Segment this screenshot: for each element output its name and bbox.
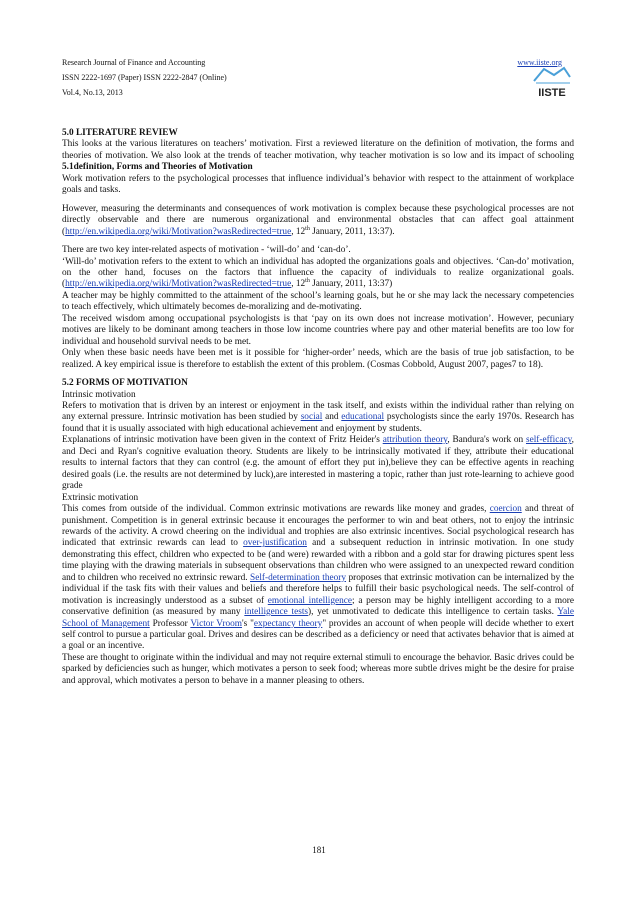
paragraph-will-do: ‘Will-do’ motivation refers to the extent to which an individual has adopted the organizations goals and objectives. ‘Can-do’ motivation, on the other hand, focuses on the factors that influence the capacity of individuals to realize organizational goals. (http://en.wikipedia.org/wiki/Motivation?wasRedirected=true, 12th January, 2011, 13:37) bbox=[62, 256, 574, 290]
link-yale-school[interactable]: Yale School of Management bbox=[62, 607, 575, 629]
subsection-heading: 5.1definition, Forms and Theories of Motivation bbox=[62, 162, 253, 173]
wikipedia-link[interactable]: http://en.wikipedia.org/wiki/Motivation?wasRedirected=true bbox=[65, 226, 292, 237]
iiste-logo bbox=[530, 65, 574, 99]
running-header bbox=[62, 55, 574, 100]
paragraph-teacher-commitment: A teacher may be highly committed to the attainment of the school’s learning goals, but he or she may lack the necessary competencies to teach effectively, which ultimately becomes de-moralizing and de-motivating. bbox=[62, 290, 574, 313]
wikipedia-link[interactable]: http://en.wikipedia.org/wiki/Motivation?wasRedirected=true bbox=[65, 279, 292, 290]
paragraph-intro: This looks at the various literatures on teachers’ motivation. First a reviewed literature on the definition of motivation, the forms and theories of motivation. We also look at the trends of teacher motivation, why teacher motivation is so low and its impact of schooling 5.1definition, Forms and Theories of Motivation bbox=[62, 139, 574, 173]
section-heading-forms: 5.2 FORMS OF MOTIVATION bbox=[62, 378, 188, 389]
journal-url-link[interactable]: www.iiste.org bbox=[517, 58, 562, 67]
link-victor-vroom[interactable]: Victor Vroom bbox=[190, 618, 242, 629]
link-social[interactable]: social bbox=[300, 412, 323, 423]
article-body bbox=[62, 128, 574, 687]
link-attribution-theory[interactable]: attribution theory bbox=[382, 435, 448, 446]
issn-line: ISSN 2222-1697 (Paper) ISSN 2222-2847 (Online) bbox=[62, 73, 227, 82]
paragraph-two-aspects: There are two key inter-related aspects of motivation - ‘will-do’ and ‘can-do’. bbox=[62, 245, 351, 256]
label-extrinsic: Extrinsic motivation bbox=[62, 492, 139, 503]
volume-line: Vol.4, No.13, 2013 bbox=[62, 88, 123, 97]
paragraph-basic-needs: Only when these basic needs have been met is it possible for ‘higher-order’ needs, which are the basis of true job satisfaction, to be realized. A key empirical issue is therefore to establish the extent of this problem. (Cosmas Cobbold, August 2007, pages7 to 18). bbox=[62, 348, 574, 370]
paragraph-drives: These are thought to originate within the individual and may not require external stimuli to encourage the behavior. Basic drives could be sparked by deficiencies such as hunger, which motivates a person to seek food; whereas more subtle drives might be the desire for praise and approval, which motivates a person to behave in a manner pleasing to others. bbox=[62, 652, 574, 686]
link-educational[interactable]: educational bbox=[341, 412, 385, 423]
paragraph-work-motivation: Work motivation refers to the psychological processes that influence individual’s behavior with respect to the attainment of workplace goals and tasks. bbox=[62, 173, 574, 196]
section-heading-literature-review: 5.0 LITERATURE REVIEW bbox=[62, 128, 178, 138]
label-intrinsic: Intrinsic motivation bbox=[62, 389, 136, 400]
paragraph-extrinsic: This comes from outside of the individual. Common extrinsic motivations are rewards like money and grades, coercion and threat of punishment. Competition is in general extrinsic because it encourages the performer to win and beat others, not to enjoy the intrinsic rewards of the activity. A crowd cheering on the individual and trophies are also extrinsic incentives. Social psychological research has indicated that extrinsic rewards can lead to over-justification and a subsequent reduction in intrinsic motivation. In one study demonstrating this effect, children who expected to be (and were) rewarded with a ribbon and a gold star for drawing pictures spent less time playing with the drawing materials in subsequent observations than children who were assigned to an unexpected reward condition and to children who received no extrinsic reward. Self-determination theory proposes that extrinsic motivation can be internalized by the individual if the task fits with their values and beliefs and therefore helps to fulfill their basic psychological needs. The self-control of motivation is increasingly understood as a subset of emotional intelligence; a person may be highly intelligent according to a more conservative definition (as measured by many intelligence tests), yet unmotivated to dedicate this intelligence to certain tasks. Yale School of Management Professor Victor Vroom's "expectancy theory" provides an account of when people will decide whether to exert self control to pursue a particular goal. Drives and desires can be described as a deficiency or need that activates behavior that is aimed at a goal or an incentive. bbox=[62, 504, 575, 652]
paragraph-measuring: However, measuring the determinants and consequences of work motivation is complex because these psychological processes are not directly observable and there are numerous organizational and environmental obstacles that can affect goal attainment (http://en.wikipedia.org/wiki/Motivation?wasRedirected=true, 12th January, 2011, 13:37). bbox=[62, 203, 574, 237]
paragraph-received-wisdom: The received wisdom among occupational psychologists is that ‘pay on its own does not increase motivation’. However, pecuniary motives are likely to be dominant among teachers in those low income countries where pay and other material benefits are too low for individual and household survival needs to be met. bbox=[62, 313, 574, 347]
link-over-justification[interactable]: over-justification bbox=[243, 538, 307, 549]
link-coercion[interactable]: coercion bbox=[489, 504, 522, 515]
link-emotional-intelligence[interactable]: emotional intelligence bbox=[267, 595, 353, 606]
paragraph-intrinsic-explanations: Explanations of intrinsic motivation have been given in the context of Fritz Heider's attribution theory, Bandura's work on self-efficacy, and Deci and Ryan's cognitive evaluation theory. Students are likely to be intrinsically motivated if they, attribute their educational results to internal factors that they can control (e.g. the amount of effort they put in),believe they can be effective agents in reaching desired goals (i.e. the results are not determined by luck),are interested in mastering a topic, rather than just rote-learning to achieve good grade bbox=[62, 435, 574, 492]
link-intelligence-tests[interactable]: intelligence tests bbox=[244, 607, 309, 618]
paragraph-intrinsic-def: Refers to motivation that is driven by an interest or enjoyment in the task itself, and exists within the individual rather than relying on any external pressure. Intrinsic motivation has been studied by social and educational psychologists since the early 1970s. Research has found that it is usually associated with high educational achievement and enjoyment by students. bbox=[62, 400, 574, 434]
page-number: 181 bbox=[312, 845, 326, 855]
svg-text:IISTE: IISTE bbox=[538, 87, 566, 99]
link-self-efficacy[interactable]: self-efficacy bbox=[525, 435, 572, 446]
link-expectancy-theory[interactable]: expectancy theory bbox=[253, 618, 323, 629]
journal-name: Research Journal of Finance and Accounting bbox=[62, 58, 206, 67]
link-self-determination-theory[interactable]: Self-determination theory bbox=[250, 572, 347, 583]
